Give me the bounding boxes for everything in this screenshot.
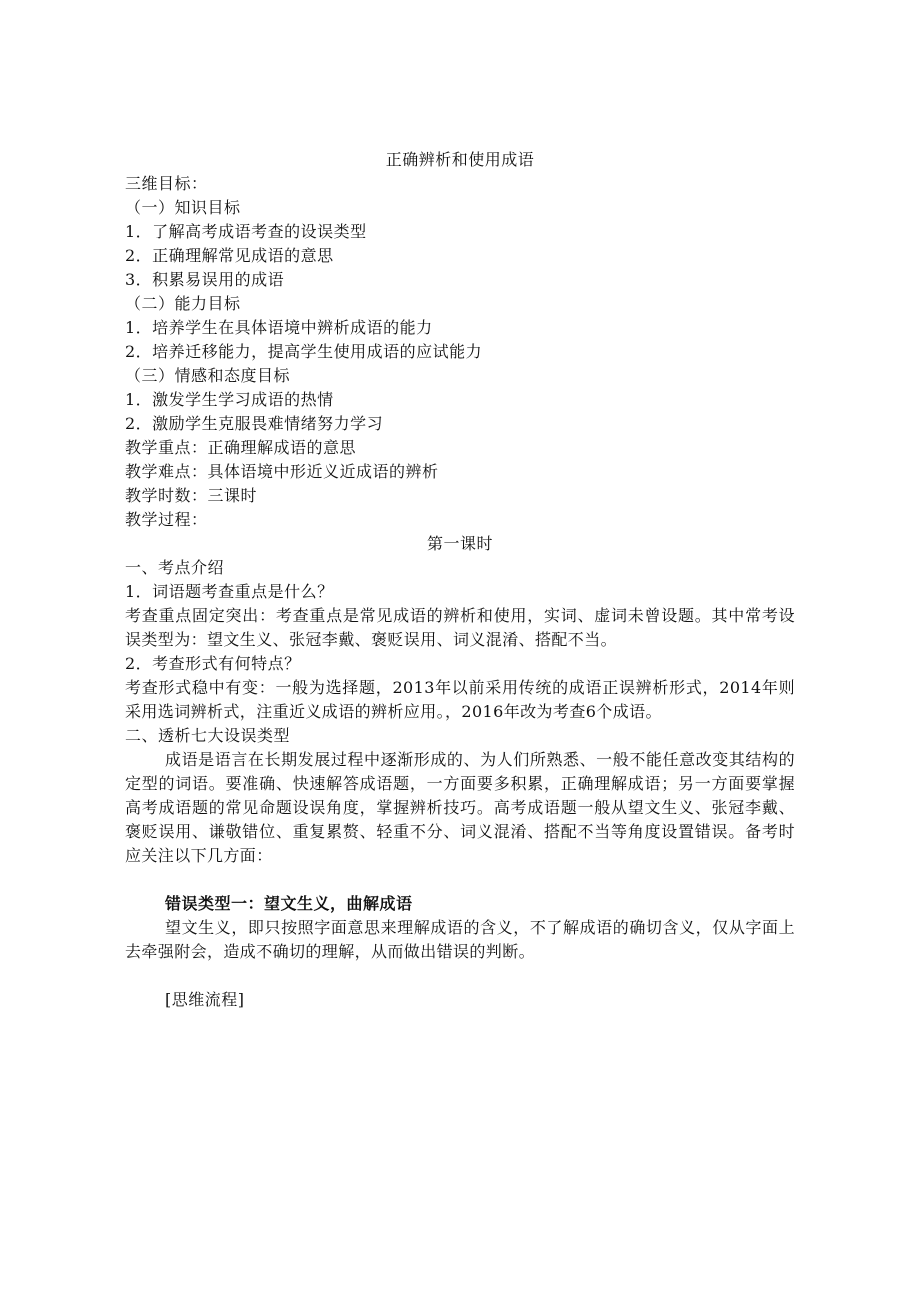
error-description: 望文生义，即只按照字面意思来理解成语的含义，不了解成语的确切含义，仅从字面上去牵强附会，造成不确切的理解，从而做出错误的判断。: [125, 918, 795, 961]
document-page: [125, 148, 795, 1012]
section-heading: 二、透析七大设误类型: [125, 726, 291, 745]
ability-item: 2．培养迁移能力，提高学生使用成语的应试能力: [125, 342, 483, 361]
document-title: 正确辨析和使用成语: [385, 150, 535, 169]
goals-heading: 三维目标：: [125, 174, 208, 193]
ability-item: 1．培养学生在具体语境中辨析成语的能力: [125, 318, 433, 337]
teaching-difficulty: 教学难点：具体语境中形近义近成语的辨析: [125, 462, 439, 481]
ability-heading: （二）能力目标: [125, 294, 241, 313]
emotion-item: 2．激励学生克服畏难情绪努力学习: [125, 414, 384, 433]
knowledge-item: 2．正确理解常见成语的意思: [125, 246, 334, 265]
answer-paragraph: 考查形式稳中有变：一般为选择题，2013年以前采用传统的成语正误辨析形式，2014年则采用选词辨析式，注重近义成语的辨析应用。，2016年改为考查6个成语。: [125, 678, 795, 721]
intro-paragraph: 成语是语言在长期发展过程中逐渐形成的、为人们所熟悉、一般不能任意改变其结构的定型的词语。要准确、快速解答成语题，一方面要多积累，正确理解成语；另一方面要掌握高考成语题的常见命题设误角度，掌握辨析技巧。高考成语题一般从望文生义、张冠李戴、褒贬误用、谦敬错位、重复累赘、轻重不分、词义混淆、搭配不当等角度设置错误。备考时应关注以下几方面：: [125, 750, 795, 865]
teaching-process: 教学过程：: [125, 510, 208, 529]
question-heading: 1．词语题考查重点是什么？: [125, 582, 334, 601]
question-heading: 2．考查形式有何特点？: [125, 654, 301, 673]
knowledge-item: 3．积累易误用的成语: [125, 270, 285, 289]
lesson-heading: 第一课时: [426, 534, 493, 553]
thinking-flow-label: [思维流程]: [165, 990, 245, 1009]
knowledge-heading: （一）知识目标: [125, 198, 241, 217]
teaching-hours: 教学时数：三课时: [125, 486, 258, 505]
teaching-key-point: 教学重点：正确理解成语的意思: [125, 438, 357, 457]
section-heading: 一、考点介绍: [125, 558, 225, 577]
answer-paragraph: 考查重点固定突出：考查重点是常见成语的辨析和使用，实词、虚词未曾设题。其中常考设误类型为：望文生义、张冠李戴、褒贬误用、词义混淆、搭配不当。: [125, 606, 795, 649]
emotion-heading: （三）情感和态度目标: [125, 366, 291, 385]
error-type-heading: 错误类型一：望文生义，曲解成语: [165, 894, 413, 913]
knowledge-item: 1．了解高考成语考查的设误类型: [125, 222, 367, 241]
emotion-item: 1．激发学生学习成语的热情: [125, 390, 334, 409]
